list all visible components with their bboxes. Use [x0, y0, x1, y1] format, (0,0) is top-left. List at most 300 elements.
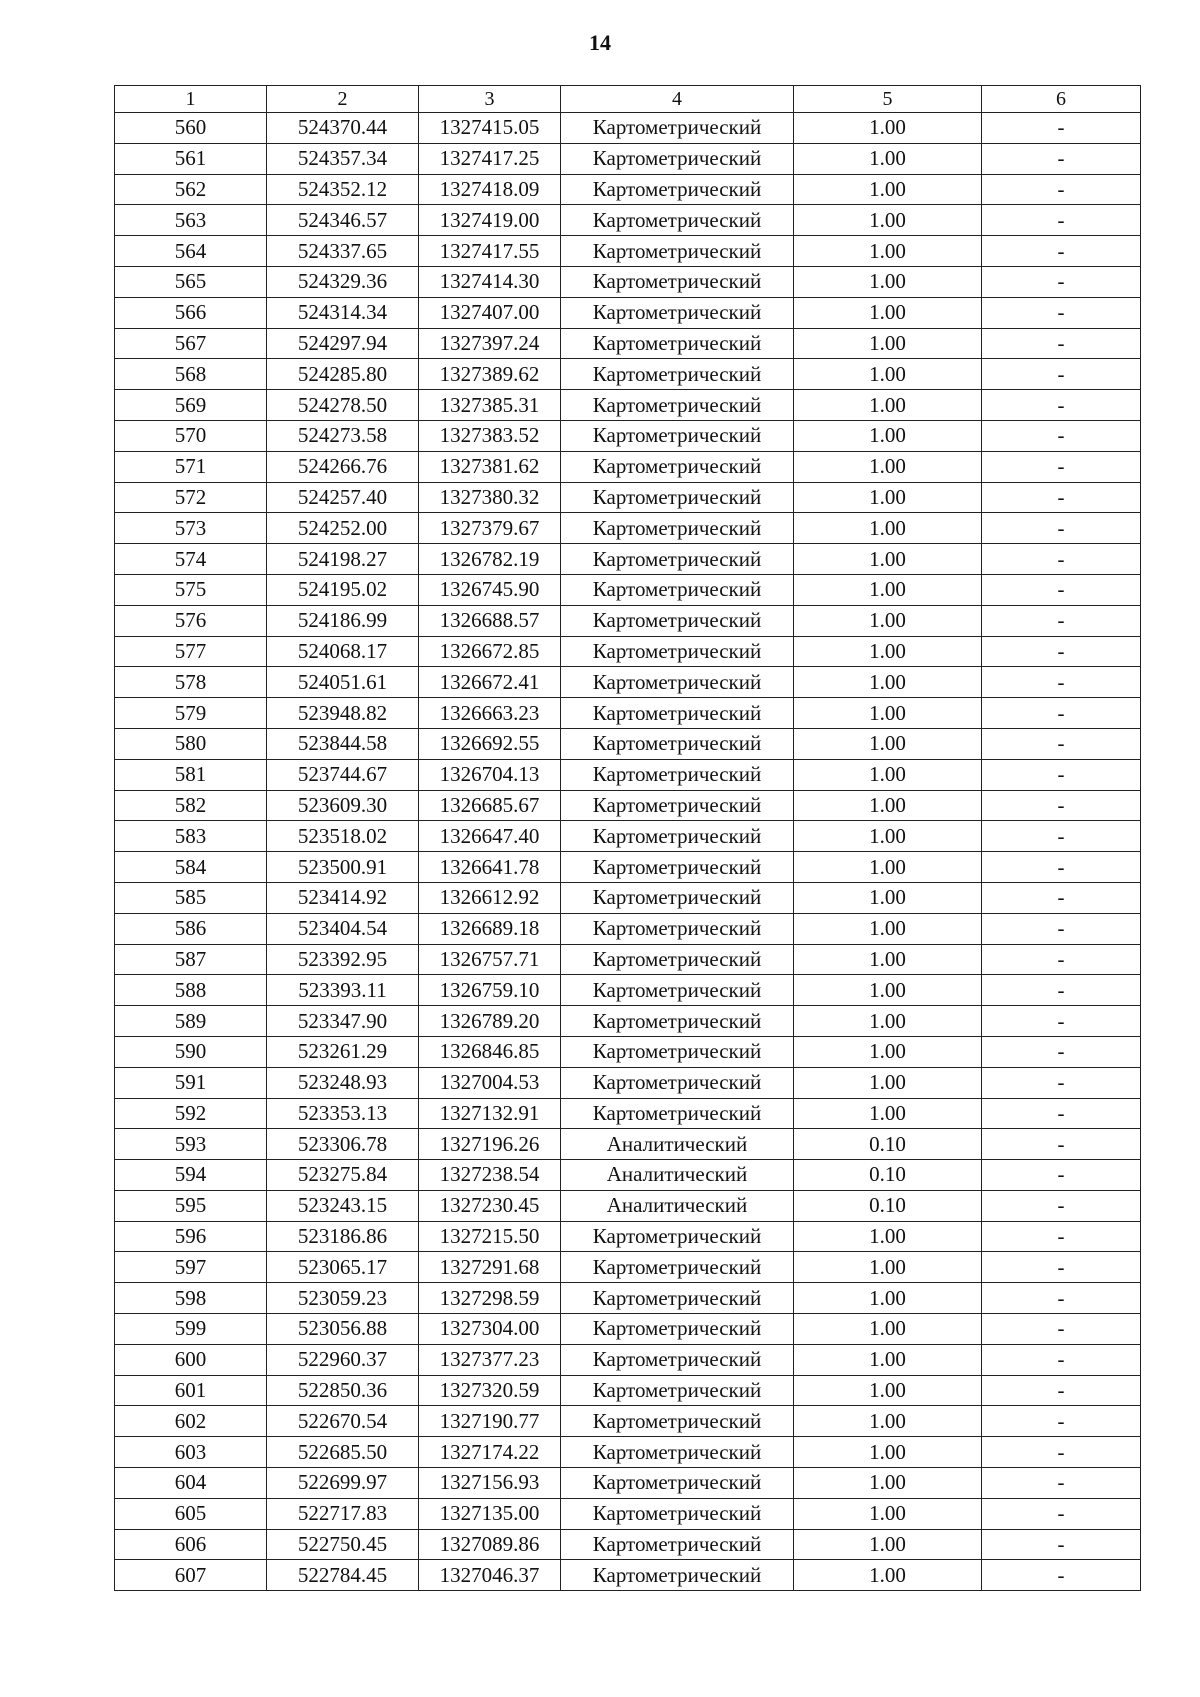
description-cell: -	[982, 605, 1141, 636]
method-cell: Картометрический	[561, 852, 794, 883]
y-coordinate-cell: 1327291.68	[419, 1252, 561, 1283]
y-coordinate-cell: 1326846.85	[419, 1036, 561, 1067]
point-number-cell: 607	[115, 1560, 267, 1591]
table-row	[115, 143, 1141, 174]
y-coordinate-cell: 1327419.00	[419, 205, 561, 236]
accuracy-cell: 1.00	[794, 790, 982, 821]
y-coordinate-cell: 1326647.40	[419, 821, 561, 852]
accuracy-cell: 1.00	[794, 390, 982, 421]
x-coordinate-cell: 523744.67	[267, 759, 419, 790]
y-coordinate-cell: 1327238.54	[419, 1160, 561, 1191]
y-coordinate-cell: 1326672.41	[419, 667, 561, 698]
table-row	[115, 1375, 1141, 1406]
accuracy-cell: 0.10	[794, 1160, 982, 1191]
table-row	[115, 882, 1141, 913]
table-row	[115, 1252, 1141, 1283]
method-cell: Картометрический	[561, 1221, 794, 1252]
x-coordinate-cell: 524195.02	[267, 574, 419, 605]
y-coordinate-cell: 1327377.23	[419, 1344, 561, 1375]
accuracy-cell: 1.00	[794, 574, 982, 605]
accuracy-cell: 1.00	[794, 544, 982, 575]
description-cell: -	[982, 1468, 1141, 1499]
x-coordinate-cell: 523500.91	[267, 852, 419, 883]
point-number-cell: 604	[115, 1468, 267, 1499]
x-coordinate-cell: 524051.61	[267, 667, 419, 698]
accuracy-cell: 1.00	[794, 113, 982, 144]
y-coordinate-cell: 1327379.67	[419, 513, 561, 544]
y-coordinate-cell: 1327230.45	[419, 1190, 561, 1221]
table-row	[115, 944, 1141, 975]
accuracy-cell: 1.00	[794, 236, 982, 267]
table-row	[115, 913, 1141, 944]
table-row	[115, 728, 1141, 759]
description-cell: -	[982, 266, 1141, 297]
method-cell: Картометрический	[561, 359, 794, 390]
x-coordinate-cell: 524273.58	[267, 420, 419, 451]
accuracy-cell: 1.00	[794, 297, 982, 328]
point-number-cell: 605	[115, 1498, 267, 1529]
description-cell: -	[982, 728, 1141, 759]
table-row	[115, 1529, 1141, 1560]
description-cell: -	[982, 297, 1141, 328]
description-cell: -	[982, 852, 1141, 883]
table-row	[115, 667, 1141, 698]
coordinates-table	[114, 85, 1141, 1591]
table-row	[115, 451, 1141, 482]
method-cell: Картометрический	[561, 1252, 794, 1283]
point-number-cell: 596	[115, 1221, 267, 1252]
description-cell: -	[982, 913, 1141, 944]
point-number-cell: 574	[115, 544, 267, 575]
description-cell: -	[982, 1098, 1141, 1129]
point-number-cell: 577	[115, 636, 267, 667]
point-number-cell: 602	[115, 1406, 267, 1437]
x-coordinate-cell: 522699.97	[267, 1468, 419, 1499]
point-number-cell: 571	[115, 451, 267, 482]
method-cell: Аналитический	[561, 1190, 794, 1221]
description-cell: -	[982, 482, 1141, 513]
point-number-cell: 595	[115, 1190, 267, 1221]
point-number-cell: 581	[115, 759, 267, 790]
accuracy-cell: 1.00	[794, 1006, 982, 1037]
point-number-cell: 588	[115, 975, 267, 1006]
table-row	[115, 328, 1141, 359]
point-number-cell: 583	[115, 821, 267, 852]
table-row	[115, 852, 1141, 883]
point-number-cell: 562	[115, 174, 267, 205]
description-cell: -	[982, 1067, 1141, 1098]
method-cell: Картометрический	[561, 821, 794, 852]
y-coordinate-cell: 1326759.10	[419, 975, 561, 1006]
page-number: 14	[589, 30, 611, 55]
description-cell: -	[982, 1406, 1141, 1437]
description-cell: -	[982, 975, 1141, 1006]
x-coordinate-cell: 523186.86	[267, 1221, 419, 1252]
table-row	[115, 1221, 1141, 1252]
y-coordinate-cell: 1326689.18	[419, 913, 561, 944]
column-header-3: 3	[419, 86, 561, 113]
method-cell: Картометрический	[561, 482, 794, 513]
table-row	[115, 759, 1141, 790]
y-coordinate-cell: 1327046.37	[419, 1560, 561, 1591]
method-cell: Картометрический	[561, 1406, 794, 1437]
table-row	[115, 1067, 1141, 1098]
y-coordinate-cell: 1326641.78	[419, 852, 561, 883]
method-cell: Картометрический	[561, 451, 794, 482]
description-cell: -	[982, 1221, 1141, 1252]
point-number-cell: 580	[115, 728, 267, 759]
point-number-cell: 593	[115, 1129, 267, 1160]
description-cell: -	[982, 451, 1141, 482]
x-coordinate-cell: 523248.93	[267, 1067, 419, 1098]
description-cell: -	[982, 390, 1141, 421]
x-coordinate-cell: 524252.00	[267, 513, 419, 544]
point-number-cell: 594	[115, 1160, 267, 1191]
y-coordinate-cell: 1327397.24	[419, 328, 561, 359]
x-coordinate-cell: 524186.99	[267, 605, 419, 636]
point-number-cell: 565	[115, 266, 267, 297]
method-cell: Картометрический	[561, 1344, 794, 1375]
x-coordinate-cell: 524352.12	[267, 174, 419, 205]
description-cell: -	[982, 513, 1141, 544]
description-cell: -	[982, 759, 1141, 790]
x-coordinate-cell: 524257.40	[267, 482, 419, 513]
method-cell: Картометрический	[561, 1437, 794, 1468]
x-coordinate-cell: 523948.82	[267, 698, 419, 729]
accuracy-cell: 1.00	[794, 728, 982, 759]
x-coordinate-cell: 524337.65	[267, 236, 419, 267]
accuracy-cell: 0.10	[794, 1129, 982, 1160]
method-cell: Картометрический	[561, 328, 794, 359]
accuracy-cell: 1.00	[794, 1344, 982, 1375]
description-cell: -	[982, 1375, 1141, 1406]
point-number-cell: 601	[115, 1375, 267, 1406]
description-cell: -	[982, 1252, 1141, 1283]
x-coordinate-cell: 523609.30	[267, 790, 419, 821]
method-cell: Аналитический	[561, 1160, 794, 1191]
method-cell: Картометрический	[561, 759, 794, 790]
method-cell: Картометрический	[561, 420, 794, 451]
point-number-cell: 566	[115, 297, 267, 328]
y-coordinate-cell: 1327215.50	[419, 1221, 561, 1252]
point-number-cell: 579	[115, 698, 267, 729]
x-coordinate-cell: 522717.83	[267, 1498, 419, 1529]
method-cell: Картометрический	[561, 667, 794, 698]
table-row	[115, 1129, 1141, 1160]
method-cell: Картометрический	[561, 1468, 794, 1499]
y-coordinate-cell: 1327089.86	[419, 1529, 561, 1560]
method-cell: Картометрический	[561, 113, 794, 144]
x-coordinate-cell: 524198.27	[267, 544, 419, 575]
point-number-cell: 560	[115, 113, 267, 144]
accuracy-cell: 1.00	[794, 1560, 982, 1591]
method-cell: Картометрический	[561, 1098, 794, 1129]
y-coordinate-cell: 1326745.90	[419, 574, 561, 605]
table-row	[115, 605, 1141, 636]
accuracy-cell: 1.00	[794, 1098, 982, 1129]
table-row	[115, 390, 1141, 421]
description-cell: -	[982, 574, 1141, 605]
accuracy-cell: 1.00	[794, 913, 982, 944]
point-number-cell: 591	[115, 1067, 267, 1098]
x-coordinate-cell: 523275.84	[267, 1160, 419, 1191]
x-coordinate-cell: 524278.50	[267, 390, 419, 421]
y-coordinate-cell: 1326672.85	[419, 636, 561, 667]
x-coordinate-cell: 523243.15	[267, 1190, 419, 1221]
x-coordinate-cell: 522960.37	[267, 1344, 419, 1375]
method-cell: Картометрический	[561, 174, 794, 205]
method-cell: Картометрический	[561, 1006, 794, 1037]
table-row	[115, 636, 1141, 667]
x-coordinate-cell: 523844.58	[267, 728, 419, 759]
point-number-cell: 563	[115, 205, 267, 236]
description-cell: -	[982, 636, 1141, 667]
point-number-cell: 587	[115, 944, 267, 975]
y-coordinate-cell: 1326685.67	[419, 790, 561, 821]
method-cell: Картометрический	[561, 266, 794, 297]
accuracy-cell: 1.00	[794, 420, 982, 451]
description-cell: -	[982, 667, 1141, 698]
method-cell: Картометрический	[561, 1375, 794, 1406]
point-number-cell: 564	[115, 236, 267, 267]
y-coordinate-cell: 1326757.71	[419, 944, 561, 975]
table-row	[115, 205, 1141, 236]
y-coordinate-cell: 1327174.22	[419, 1437, 561, 1468]
point-number-cell: 582	[115, 790, 267, 821]
point-number-cell: 600	[115, 1344, 267, 1375]
point-number-cell: 572	[115, 482, 267, 513]
y-coordinate-cell: 1327380.32	[419, 482, 561, 513]
table-row	[115, 482, 1141, 513]
accuracy-cell: 1.00	[794, 451, 982, 482]
x-coordinate-cell: 524068.17	[267, 636, 419, 667]
x-coordinate-cell: 522750.45	[267, 1529, 419, 1560]
accuracy-cell: 1.00	[794, 975, 982, 1006]
x-coordinate-cell: 523056.88	[267, 1314, 419, 1345]
x-coordinate-cell: 523518.02	[267, 821, 419, 852]
method-cell: Картометрический	[561, 913, 794, 944]
description-cell: -	[982, 944, 1141, 975]
table-row	[115, 1498, 1141, 1529]
accuracy-cell: 1.00	[794, 1221, 982, 1252]
description-cell: -	[982, 1160, 1141, 1191]
column-header-6: 6	[982, 86, 1141, 113]
x-coordinate-cell: 524329.36	[267, 266, 419, 297]
point-number-cell: 592	[115, 1098, 267, 1129]
description-cell: -	[982, 698, 1141, 729]
table-row	[115, 1190, 1141, 1221]
y-coordinate-cell: 1327004.53	[419, 1067, 561, 1098]
column-header-1: 1	[115, 86, 267, 113]
point-number-cell: 576	[115, 605, 267, 636]
point-number-cell: 575	[115, 574, 267, 605]
point-number-cell: 598	[115, 1283, 267, 1314]
accuracy-cell: 1.00	[794, 605, 982, 636]
x-coordinate-cell: 524297.94	[267, 328, 419, 359]
y-coordinate-cell: 1327196.26	[419, 1129, 561, 1160]
point-number-cell: 589	[115, 1006, 267, 1037]
description-cell: -	[982, 143, 1141, 174]
description-cell: -	[982, 1006, 1141, 1037]
y-coordinate-cell: 1327298.59	[419, 1283, 561, 1314]
point-number-cell: 586	[115, 913, 267, 944]
table-row	[115, 975, 1141, 1006]
description-cell: -	[982, 174, 1141, 205]
accuracy-cell: 1.00	[794, 852, 982, 883]
description-cell: -	[982, 1529, 1141, 1560]
method-cell: Картометрический	[561, 1529, 794, 1560]
method-cell: Картометрический	[561, 1314, 794, 1345]
method-cell: Картометрический	[561, 143, 794, 174]
description-cell: -	[982, 1190, 1141, 1221]
y-coordinate-cell: 1326692.55	[419, 728, 561, 759]
table-row	[115, 266, 1141, 297]
x-coordinate-cell: 522670.54	[267, 1406, 419, 1437]
description-cell: -	[982, 420, 1141, 451]
y-coordinate-cell: 1327414.30	[419, 266, 561, 297]
header-row	[115, 86, 1141, 113]
description-cell: -	[982, 821, 1141, 852]
table-row	[115, 574, 1141, 605]
y-coordinate-cell: 1326612.92	[419, 882, 561, 913]
method-cell: Картометрический	[561, 1283, 794, 1314]
x-coordinate-cell: 524266.76	[267, 451, 419, 482]
method-cell: Картометрический	[561, 236, 794, 267]
y-coordinate-cell: 1327156.93	[419, 1468, 561, 1499]
x-coordinate-cell: 523404.54	[267, 913, 419, 944]
y-coordinate-cell: 1327381.62	[419, 451, 561, 482]
x-coordinate-cell: 523261.29	[267, 1036, 419, 1067]
y-coordinate-cell: 1326782.19	[419, 544, 561, 575]
description-cell: -	[982, 236, 1141, 267]
x-coordinate-cell: 522850.36	[267, 1375, 419, 1406]
accuracy-cell: 1.00	[794, 1529, 982, 1560]
x-coordinate-cell: 524285.80	[267, 359, 419, 390]
table-row	[115, 297, 1141, 328]
method-cell: Картометрический	[561, 605, 794, 636]
y-coordinate-cell: 1327418.09	[419, 174, 561, 205]
description-cell: -	[982, 328, 1141, 359]
method-cell: Картометрический	[561, 574, 794, 605]
accuracy-cell: 1.00	[794, 821, 982, 852]
description-cell: -	[982, 359, 1141, 390]
accuracy-cell: 1.00	[794, 1437, 982, 1468]
accuracy-cell: 1.00	[794, 1067, 982, 1098]
table-row	[115, 790, 1141, 821]
table-row	[115, 420, 1141, 451]
column-header-5: 5	[794, 86, 982, 113]
accuracy-cell: 1.00	[794, 482, 982, 513]
table-row	[115, 236, 1141, 267]
table-row	[115, 1560, 1141, 1591]
accuracy-cell: 1.00	[794, 1498, 982, 1529]
point-number-cell: 567	[115, 328, 267, 359]
table-row	[115, 1437, 1141, 1468]
point-number-cell: 568	[115, 359, 267, 390]
method-cell: Картометрический	[561, 1067, 794, 1098]
accuracy-cell: 1.00	[794, 1468, 982, 1499]
y-coordinate-cell: 1327132.91	[419, 1098, 561, 1129]
y-coordinate-cell: 1326663.23	[419, 698, 561, 729]
table-header	[115, 86, 1141, 113]
table-row	[115, 544, 1141, 575]
x-coordinate-cell: 523353.13	[267, 1098, 419, 1129]
description-cell: -	[982, 113, 1141, 144]
description-cell: -	[982, 1314, 1141, 1345]
x-coordinate-cell: 523393.11	[267, 975, 419, 1006]
point-number-cell: 570	[115, 420, 267, 451]
method-cell: Картометрический	[561, 513, 794, 544]
table-row	[115, 359, 1141, 390]
x-coordinate-cell: 524346.57	[267, 205, 419, 236]
point-number-cell: 584	[115, 852, 267, 883]
point-number-cell: 561	[115, 143, 267, 174]
point-number-cell: 585	[115, 882, 267, 913]
point-number-cell: 578	[115, 667, 267, 698]
table-row	[115, 698, 1141, 729]
method-cell: Картометрический	[561, 1560, 794, 1591]
accuracy-cell: 1.00	[794, 328, 982, 359]
x-coordinate-cell: 524357.34	[267, 143, 419, 174]
accuracy-cell: 1.00	[794, 266, 982, 297]
y-coordinate-cell: 1327320.59	[419, 1375, 561, 1406]
accuracy-cell: 1.00	[794, 1036, 982, 1067]
method-cell: Картометрический	[561, 882, 794, 913]
accuracy-cell: 1.00	[794, 698, 982, 729]
accuracy-cell: 1.00	[794, 1406, 982, 1437]
y-coordinate-cell: 1326688.57	[419, 605, 561, 636]
method-cell: Картометрический	[561, 698, 794, 729]
accuracy-cell: 1.00	[794, 944, 982, 975]
y-coordinate-cell: 1327389.62	[419, 359, 561, 390]
description-cell: -	[982, 1560, 1141, 1591]
y-coordinate-cell: 1327385.31	[419, 390, 561, 421]
description-cell: -	[982, 1283, 1141, 1314]
description-cell: -	[982, 1344, 1141, 1375]
method-cell: Картометрический	[561, 728, 794, 759]
x-coordinate-cell: 523306.78	[267, 1129, 419, 1160]
method-cell: Картометрический	[561, 544, 794, 575]
table-row	[115, 1098, 1141, 1129]
description-cell: -	[982, 1036, 1141, 1067]
table-row	[115, 821, 1141, 852]
y-coordinate-cell: 1327407.00	[419, 297, 561, 328]
table-row	[115, 174, 1141, 205]
y-coordinate-cell: 1327417.55	[419, 236, 561, 267]
x-coordinate-cell: 524314.34	[267, 297, 419, 328]
accuracy-cell: 1.00	[794, 1375, 982, 1406]
accuracy-cell: 1.00	[794, 513, 982, 544]
accuracy-cell: 1.00	[794, 759, 982, 790]
y-coordinate-cell: 1327135.00	[419, 1498, 561, 1529]
x-coordinate-cell: 523392.95	[267, 944, 419, 975]
accuracy-cell: 0.10	[794, 1190, 982, 1221]
point-number-cell: 573	[115, 513, 267, 544]
point-number-cell: 599	[115, 1314, 267, 1345]
point-number-cell: 597	[115, 1252, 267, 1283]
y-coordinate-cell: 1326704.13	[419, 759, 561, 790]
y-coordinate-cell: 1327383.52	[419, 420, 561, 451]
point-number-cell: 590	[115, 1036, 267, 1067]
x-coordinate-cell: 523065.17	[267, 1252, 419, 1283]
x-coordinate-cell: 522685.50	[267, 1437, 419, 1468]
y-coordinate-cell: 1327190.77	[419, 1406, 561, 1437]
accuracy-cell: 1.00	[794, 882, 982, 913]
table-row	[115, 1283, 1141, 1314]
table-row	[115, 1344, 1141, 1375]
accuracy-cell: 1.00	[794, 174, 982, 205]
accuracy-cell: 1.00	[794, 667, 982, 698]
